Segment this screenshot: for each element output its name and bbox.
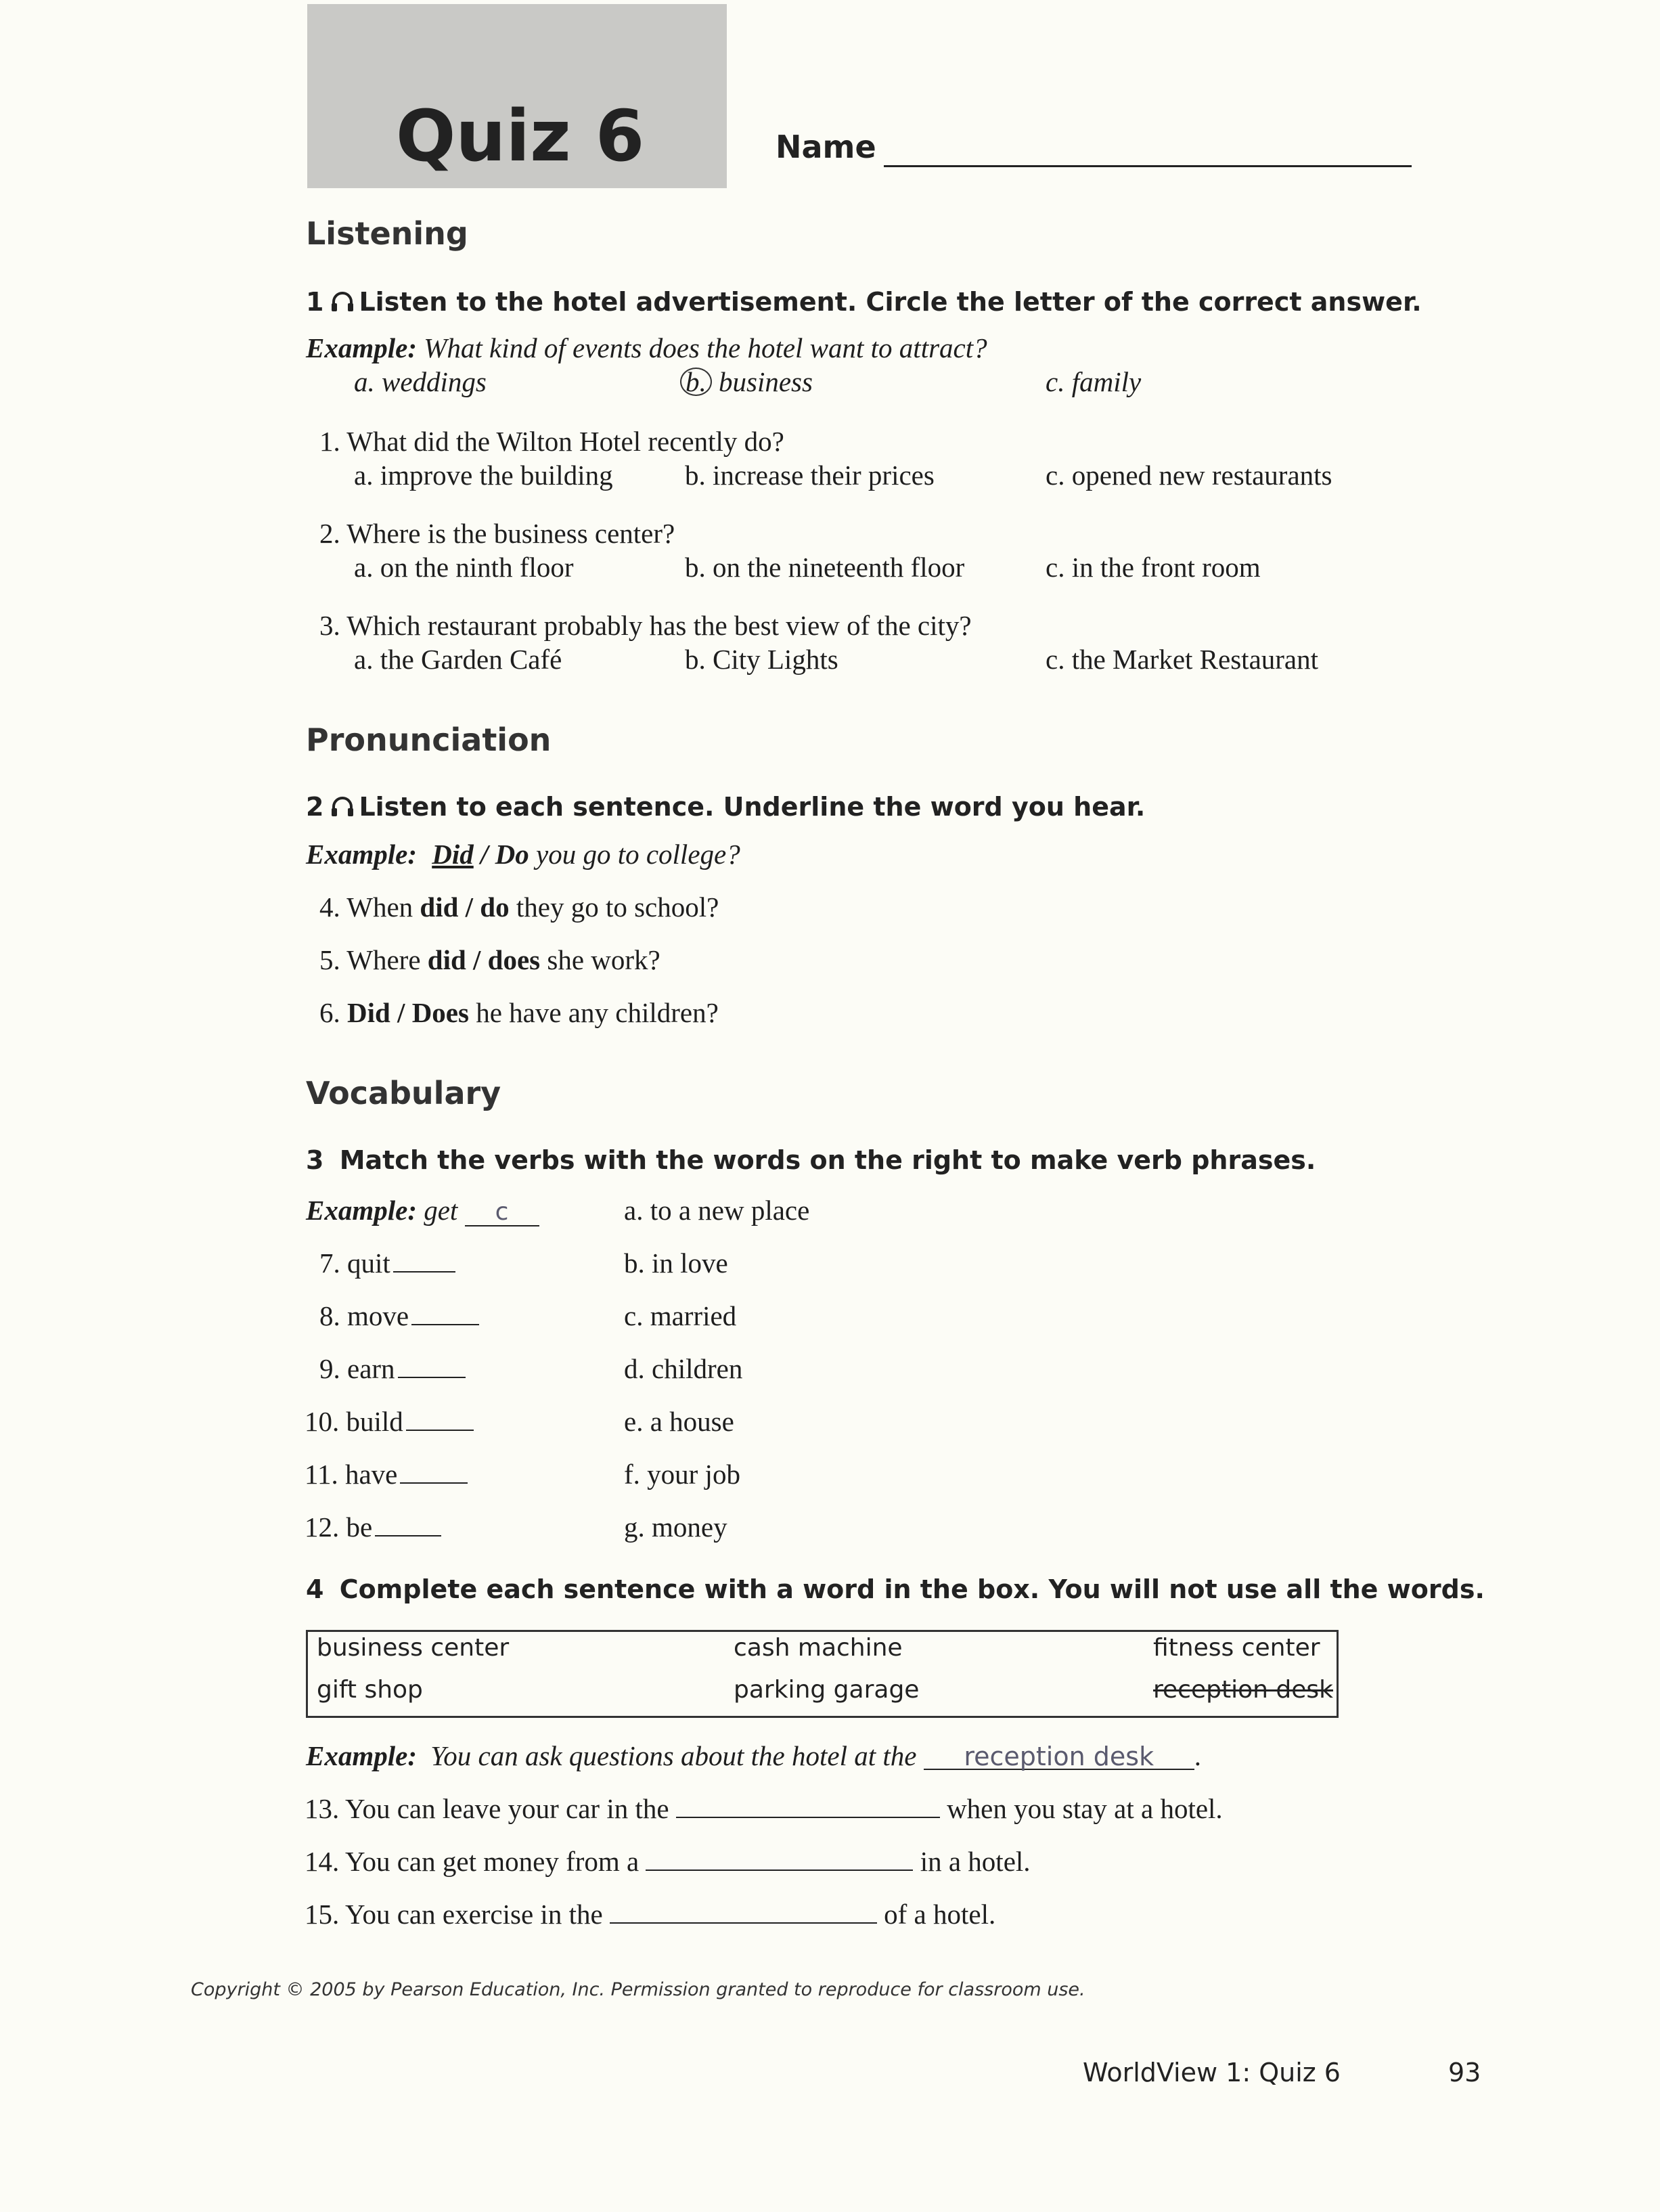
instruction-text: Listen to each sentence. Underline the word you hear. xyxy=(359,792,1146,822)
answer-blank[interactable] xyxy=(398,1354,466,1378)
option-3c[interactable]: c. the Market Restaurant xyxy=(1046,644,1319,675)
verb-label: 8. move xyxy=(319,1300,409,1331)
pronunciation-example xyxy=(306,838,740,870)
item-pre: You can get money from a xyxy=(344,1846,640,1877)
verb-label: 10. build xyxy=(305,1406,403,1437)
item-choice[interactable]: did / do xyxy=(420,891,510,923)
section-heading-listening: Listening xyxy=(306,215,468,252)
instruction-number: 1 xyxy=(306,287,324,317)
item-choice[interactable]: did / does xyxy=(427,944,541,975)
vocab-verb-9 xyxy=(319,1352,466,1385)
example-text: You can ask questions about the hotel at the xyxy=(430,1740,917,1771)
example-underlined-choice: Did xyxy=(432,839,474,870)
instruction-number: 3 xyxy=(306,1145,324,1175)
verb-label: 12. be xyxy=(305,1511,373,1543)
headphones-icon xyxy=(330,289,355,319)
item-pre: When xyxy=(346,891,420,923)
sentence-13 xyxy=(305,1792,1223,1825)
instruction-number: 2 xyxy=(306,792,324,822)
answer-blank[interactable] xyxy=(375,1512,441,1536)
example-verb: get xyxy=(424,1195,458,1226)
box-word-gift-shop: gift shop xyxy=(317,1676,423,1704)
vocab-verb-11 xyxy=(305,1458,468,1490)
footer-label: WorldView 1: Quiz 6 xyxy=(1083,2058,1341,2087)
item-number: 13. xyxy=(305,1793,340,1824)
section-heading-pronunciation: Pronunciation xyxy=(306,722,552,758)
item-post: she work? xyxy=(540,944,660,975)
answer-blank[interactable] xyxy=(411,1301,479,1325)
instruction-3 xyxy=(306,1145,1316,1175)
question-3: 3. Which restaurant probably has the best view of the city? xyxy=(319,610,972,641)
example-label: Example: xyxy=(306,839,417,870)
box-word-reception-desk: reception desk xyxy=(1153,1676,1333,1704)
match-b: b. in love xyxy=(624,1247,728,1279)
vocab-verb-12 xyxy=(305,1511,441,1543)
item-post: when you stay at a hotel. xyxy=(947,1793,1223,1824)
item-pre: You can leave your car in the xyxy=(344,1793,669,1824)
item-post: of a hotel. xyxy=(884,1899,996,1930)
example-question-text: What kind of events does the hotel want to attract? xyxy=(424,332,987,363)
match-e: e. a house xyxy=(624,1406,734,1437)
item-choice[interactable]: Did / Does xyxy=(347,997,469,1028)
example-slash: / xyxy=(473,839,495,870)
sentence-14 xyxy=(305,1845,1031,1878)
item-post: they go to school? xyxy=(509,891,719,923)
item-pre: You can exercise in the xyxy=(344,1899,603,1930)
example-option-c: c. family xyxy=(1046,366,1142,397)
circled-answer: b. xyxy=(680,368,712,396)
match-g: g. money xyxy=(624,1511,727,1543)
item-number: 14. xyxy=(305,1846,340,1877)
instruction-2 xyxy=(306,792,1145,824)
item-number: 15. xyxy=(305,1899,340,1930)
match-f: f. your job xyxy=(624,1459,740,1490)
instruction-4 xyxy=(306,1574,1485,1604)
verb-label: 9. earn xyxy=(319,1353,395,1384)
vocab-example xyxy=(306,1194,539,1226)
option-2c[interactable]: c. in the front room xyxy=(1046,552,1261,583)
example-label: Example: xyxy=(306,1195,417,1226)
example-choice-b: Do xyxy=(495,839,529,870)
example-option-b-text: business xyxy=(719,366,813,397)
option-1a[interactable]: a. improve the building xyxy=(354,460,613,491)
answer-blank[interactable] xyxy=(406,1407,474,1431)
verb-label: 11. have xyxy=(305,1459,398,1490)
example-answer: reception desk xyxy=(924,1746,1194,1770)
name-label: Name xyxy=(776,129,876,165)
example-label: Example: xyxy=(306,1740,417,1771)
section-heading-vocabulary: Vocabulary xyxy=(306,1075,501,1111)
instruction-number: 4 xyxy=(306,1574,324,1604)
item-post: in a hotel. xyxy=(920,1846,1031,1877)
box-word-cash-machine: cash machine xyxy=(734,1634,903,1662)
option-3a[interactable]: a. the Garden Café xyxy=(354,644,562,675)
pronunciation-item-6 xyxy=(319,996,719,1029)
example-answer: c xyxy=(465,1202,539,1226)
name-field[interactable] xyxy=(884,165,1412,167)
option-2b[interactable]: b. on the nineteenth floor xyxy=(685,552,965,583)
item-number: 5. xyxy=(319,944,340,975)
item-post: he have any children? xyxy=(468,997,719,1028)
example-option-a: a. weddings xyxy=(354,366,487,397)
answer-blank[interactable] xyxy=(676,1794,940,1818)
instruction-text: Complete each sentence with a word in the box. You will not use all the words. xyxy=(339,1574,1485,1604)
headphones-icon xyxy=(330,794,355,824)
pronunciation-item-5 xyxy=(319,944,660,976)
match-d: d. children xyxy=(624,1353,743,1384)
vocab-verb-10 xyxy=(305,1405,474,1438)
match-a: a. to a new place xyxy=(624,1195,810,1226)
box-word-business-center: business center xyxy=(317,1634,510,1662)
item-number: 4. xyxy=(319,891,340,923)
option-1c[interactable]: c. opened new restaurants xyxy=(1046,460,1332,491)
box-word-parking-garage: parking garage xyxy=(734,1676,920,1704)
example-label: Example: xyxy=(306,332,417,363)
page-number: 93 xyxy=(1448,2058,1481,2087)
box-word-fitness-center: fitness center xyxy=(1153,1634,1320,1662)
example-rest: you go to college? xyxy=(529,839,740,870)
option-3b[interactable]: b. City Lights xyxy=(685,644,838,675)
option-1b[interactable]: b. increase their prices xyxy=(685,460,935,491)
example-option-b xyxy=(680,366,813,398)
instruction-1 xyxy=(306,287,1422,319)
box-example xyxy=(306,1740,1201,1772)
example-end: . xyxy=(1194,1740,1201,1771)
vocab-verb-8 xyxy=(319,1300,479,1332)
verb-label: 7. quit xyxy=(319,1247,390,1279)
vocab-verb-7 xyxy=(319,1247,455,1279)
item-pre: Where xyxy=(346,944,428,975)
sentence-15 xyxy=(305,1898,995,1930)
pronunciation-item-4 xyxy=(319,891,719,923)
answer-blank[interactable] xyxy=(400,1459,468,1484)
answer-blank[interactable] xyxy=(610,1899,877,1924)
item-number: 6. xyxy=(319,997,340,1028)
copyright-notice: Copyright © 2005 by Pearson Education, Inc. Permission granted to reproduce for classroom use. xyxy=(191,1979,1085,2000)
page-title: Quiz 6 xyxy=(396,95,645,177)
match-c: c. married xyxy=(624,1300,737,1331)
question-1: 1. What did the Wilton Hotel recently do? xyxy=(319,426,784,457)
answer-blank[interactable] xyxy=(646,1846,913,1871)
answer-blank[interactable] xyxy=(393,1248,455,1273)
instruction-text: Listen to the hotel advertisement. Circle the letter of the correct answer. xyxy=(359,287,1422,317)
question-2: 2. Where is the business center? xyxy=(319,518,675,549)
example-question xyxy=(306,332,987,364)
option-2a[interactable]: a. on the ninth floor xyxy=(354,552,574,583)
instruction-text: Match the verbs with the words on the right to make verb phrases. xyxy=(339,1145,1316,1175)
